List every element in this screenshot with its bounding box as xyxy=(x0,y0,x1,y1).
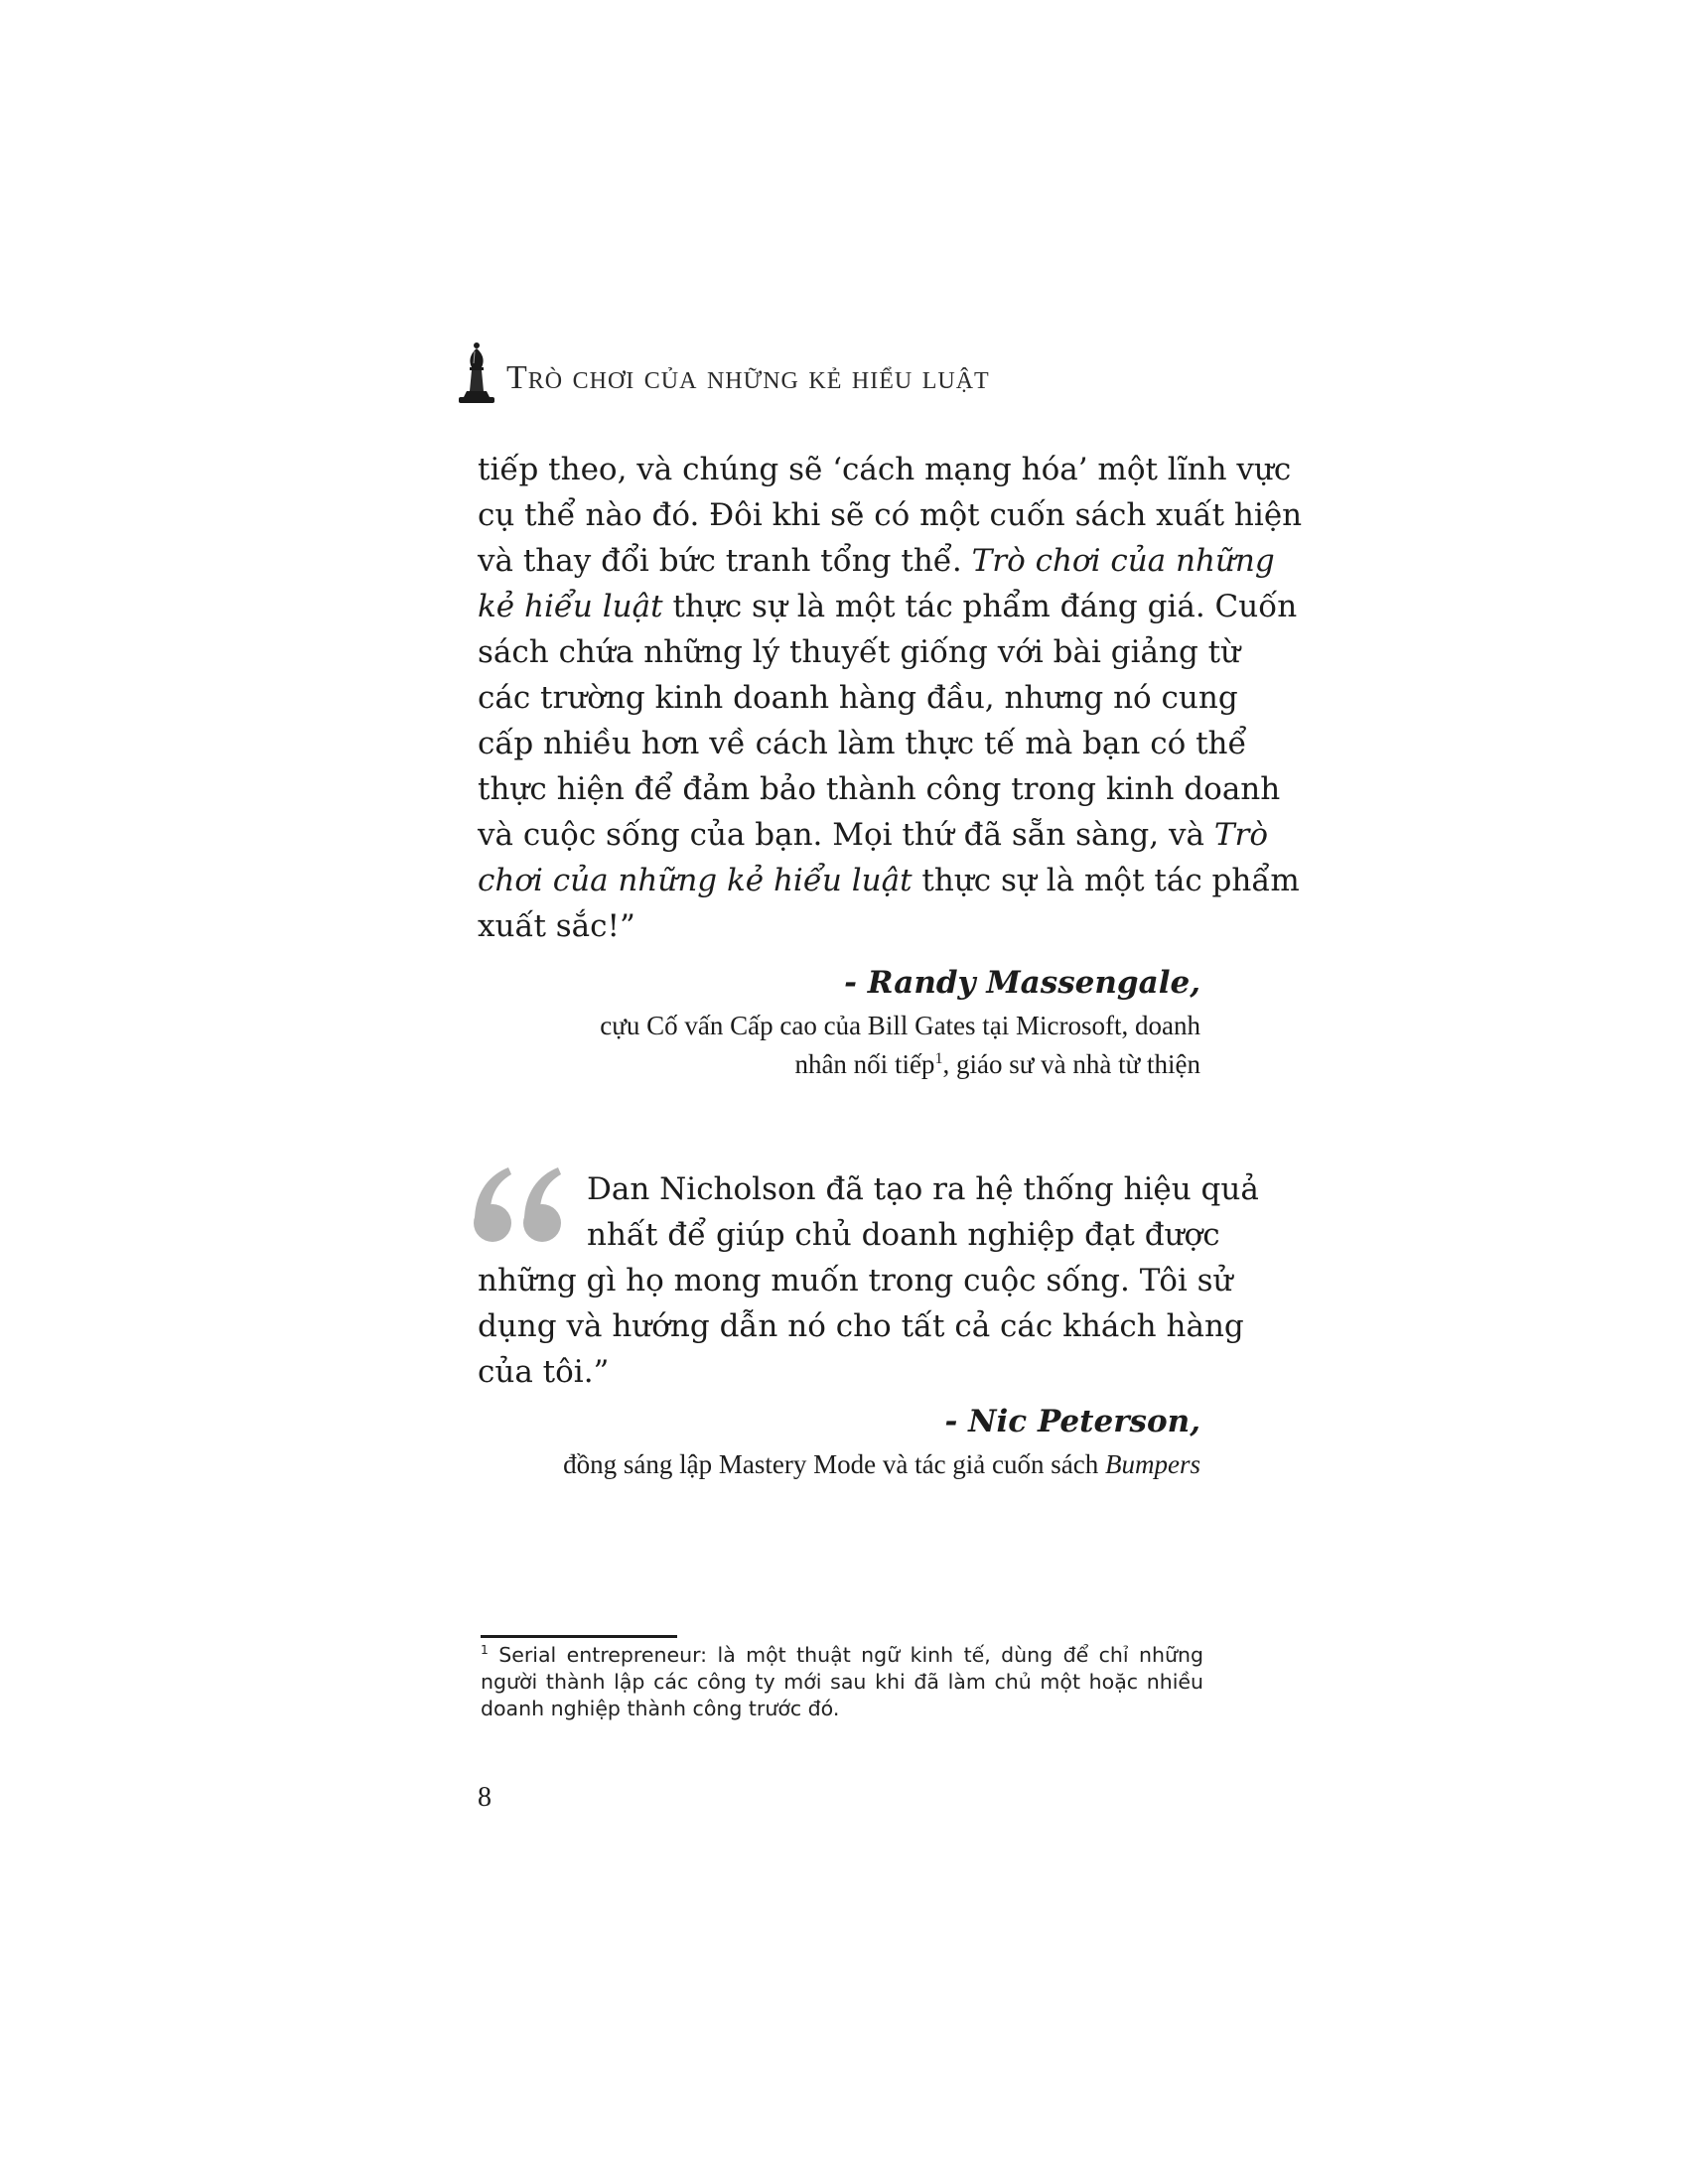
footnote-line xyxy=(481,1642,1203,1669)
footnote-ref: 1 xyxy=(934,1049,943,1067)
text-line: những gì họ mong muốn trong cuộc sống. Tôi sử xyxy=(478,1263,1233,1298)
text-line: nhất để giúp chủ doanh nghiệp đạt được xyxy=(587,1217,1220,1253)
testimonial-2-body xyxy=(478,1166,1259,1395)
testimonial-2-affiliation xyxy=(563,1445,1200,1484)
affiliation-text: , giáo sư và nhà từ thiện xyxy=(942,1049,1200,1079)
text-line: cụ thể nào đó. Đôi khi sẽ có một cuốn sách xuất hiện xyxy=(478,497,1303,533)
text-line: xuất sắc!” xyxy=(478,908,635,944)
text-line: các trường kinh doanh hàng đầu, nhưng nó cung xyxy=(478,680,1238,716)
book-title-italic: chơi của những kẻ hiểu luật xyxy=(478,863,913,898)
text-span: và cuộc sống của bạn. Mọi thứ đã sẵn sàng, và xyxy=(478,817,1204,853)
text-line: tiếp theo, và chúng sẽ ‘cách mạng hóa’ một lĩnh vực xyxy=(478,452,1292,487)
text-span: và thay đổi bức tranh tổng thể. xyxy=(478,543,962,579)
text-line xyxy=(478,538,1275,584)
running-title: Trò chơi của những kẻ hiểu luật xyxy=(506,359,990,396)
text-line xyxy=(478,858,1300,903)
testimonial-1-author: - Randy Massengale, xyxy=(844,965,1200,1001)
text-line xyxy=(478,812,1268,858)
text-span: thực sự là một tác phẩm xyxy=(921,863,1300,898)
footnote-divider xyxy=(481,1635,677,1638)
book-title-italic: Bumpers xyxy=(1105,1449,1200,1479)
text-span: thực sự là một tác phẩm đáng giá. Cuốn xyxy=(672,589,1298,624)
footnote-line: người thành lập các công ty mới sau khi đã làm chủ một hoặc nhiều xyxy=(481,1670,1203,1694)
footnote-marker: 1 xyxy=(481,1643,489,1658)
text-line: dụng và hướng dẫn nó cho tất cả các khách hàng xyxy=(478,1308,1244,1344)
text-line: thực hiện để đảm bảo thành công trong kinh doanh xyxy=(478,771,1281,807)
affiliation-line xyxy=(600,1045,1200,1084)
book-title-italic: kẻ hiểu luật xyxy=(478,589,663,624)
testimonial-1-affiliation xyxy=(600,1007,1200,1084)
affiliation-text: nhân nối tiếp xyxy=(794,1049,935,1079)
book-title-italic: Trò chơi của những xyxy=(971,543,1275,579)
affiliation-text: đồng sáng lập Mastery Mode và tác giả cuốn sách xyxy=(563,1449,1099,1479)
testimonial-1-body xyxy=(478,447,1303,949)
book-title-italic: Trò xyxy=(1213,817,1268,853)
text-line: của tôi.” xyxy=(478,1354,610,1390)
running-header xyxy=(455,341,1249,411)
text-line: sách chứa những lý thuyết giống với bài giảng từ xyxy=(478,634,1241,670)
testimonial-2-author: - Nic Peterson, xyxy=(944,1404,1200,1439)
text-line: cấp nhiều hơn về cách làm thực tế mà bạn có thể xyxy=(478,726,1247,761)
footnote xyxy=(481,1642,1203,1722)
text-line: Dan Nicholson đã tạo ra hệ thống hiệu quả xyxy=(587,1171,1259,1207)
footnote-line: doanh nghiệp thành công trước đó. xyxy=(481,1697,840,1720)
affiliation-line: cựu Cố vấn Cấp cao của Bill Gates tại Microsoft, doanh xyxy=(600,1011,1200,1040)
footnote-text: Serial entrepreneur: là một thuật ngữ kinh tế, dùng để chỉ những xyxy=(498,1643,1203,1667)
text-line xyxy=(478,584,1298,629)
page-number: 8 xyxy=(478,1782,492,1813)
chess-bishop-icon xyxy=(455,341,498,407)
